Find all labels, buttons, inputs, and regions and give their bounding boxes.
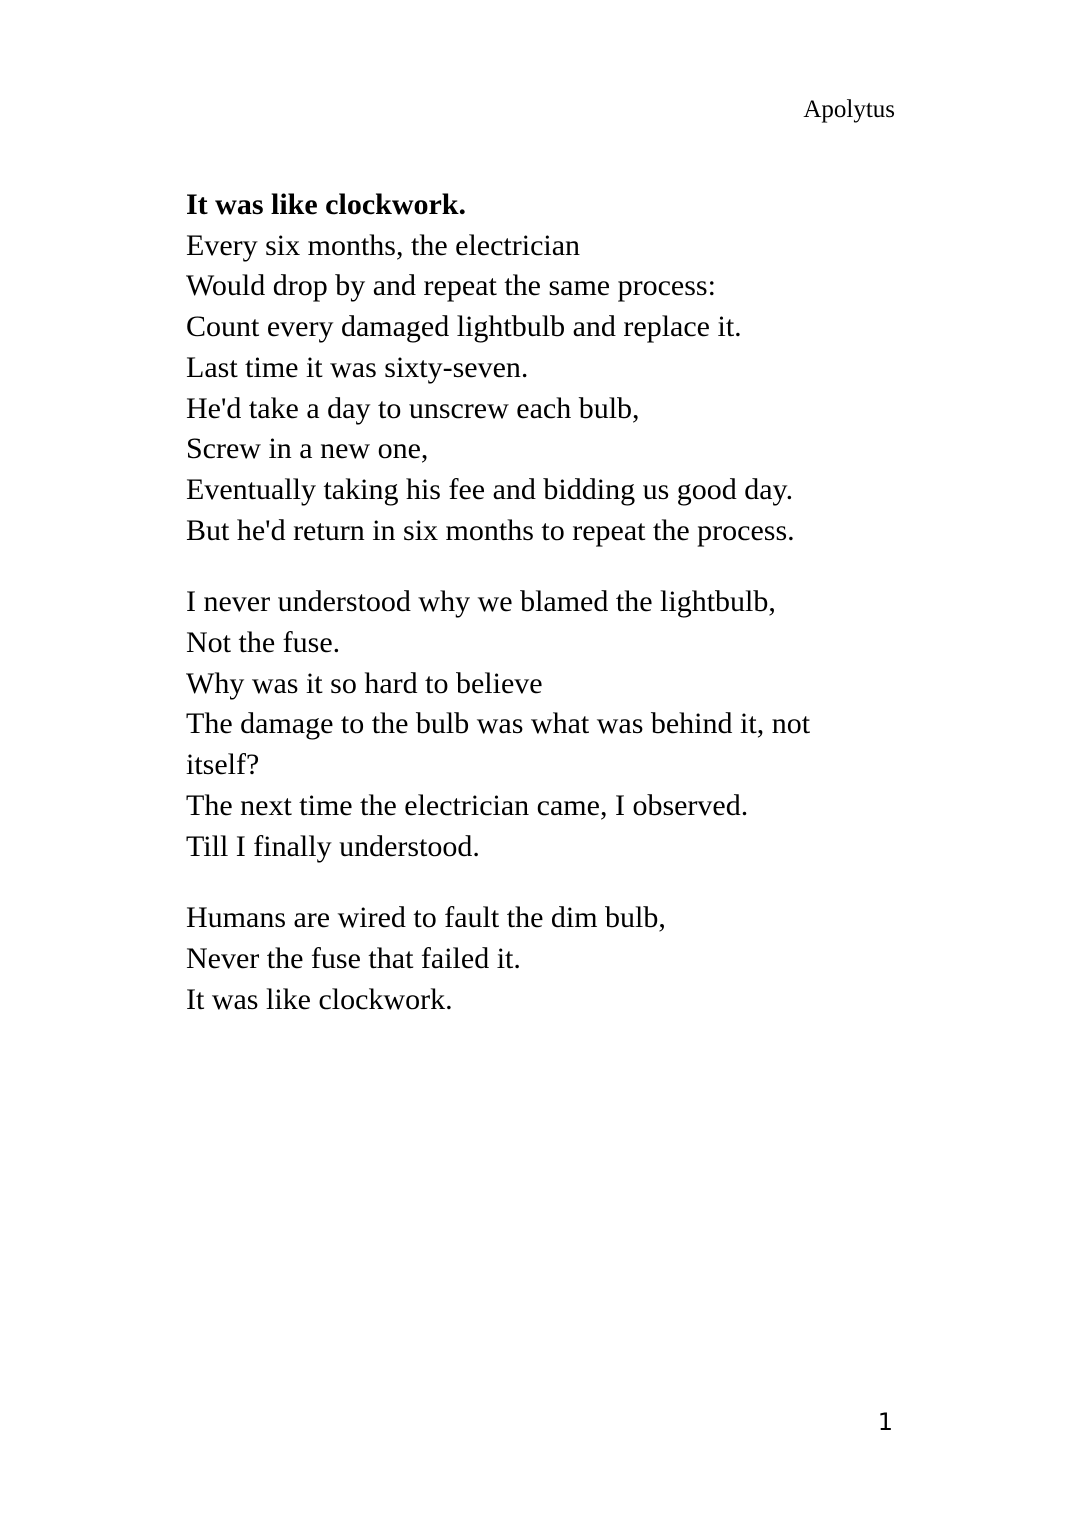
stanza-break — [186, 867, 866, 898]
poem-line: Till I finally understood. — [186, 829, 480, 863]
poem-line: Humans are wired to fault the dim bulb, — [186, 901, 666, 935]
poem-line: Not the fuse. — [186, 626, 341, 660]
stanza-1 — [186, 226, 866, 552]
page-number: 1 — [877, 1408, 893, 1436]
stanza-break — [186, 551, 866, 582]
stanza-2 — [186, 582, 866, 867]
poem-line: Screw in a new one, — [186, 432, 429, 466]
poem-line: It was like clockwork. — [186, 982, 453, 1016]
poem-line: Would drop by and repeat the same process: — [186, 269, 716, 303]
running-header-author: Apolytus — [803, 96, 895, 123]
poem-line: Never the fuse that failed it. — [186, 941, 521, 975]
poem-line: Every six months, the electrician — [186, 228, 581, 262]
poem-line: The damage to the bulb was what was behind it, not — [186, 707, 811, 741]
poem-line: Eventually taking his fee and bidding us good day. — [186, 472, 794, 506]
poem — [186, 185, 866, 1020]
poem-line: I never understood why we blamed the lightbulb, — [186, 585, 776, 619]
poem-line: itself? — [186, 748, 260, 782]
poem-title: It was like clockwork. — [186, 188, 466, 221]
stanza-3 — [186, 898, 866, 1020]
poem-line: But he'd return in six months to repeat the process. — [186, 513, 795, 547]
poem-line: He'd take a day to unscrew each bulb, — [186, 391, 640, 425]
poem-line: Why was it so hard to believe — [186, 666, 543, 700]
poem-line: Count every damaged lightbulb and replace it. — [186, 310, 742, 344]
poem-line: Last time it was sixty-seven. — [186, 350, 529, 384]
poem-line: The next time the electrician came, I observed. — [186, 788, 749, 822]
